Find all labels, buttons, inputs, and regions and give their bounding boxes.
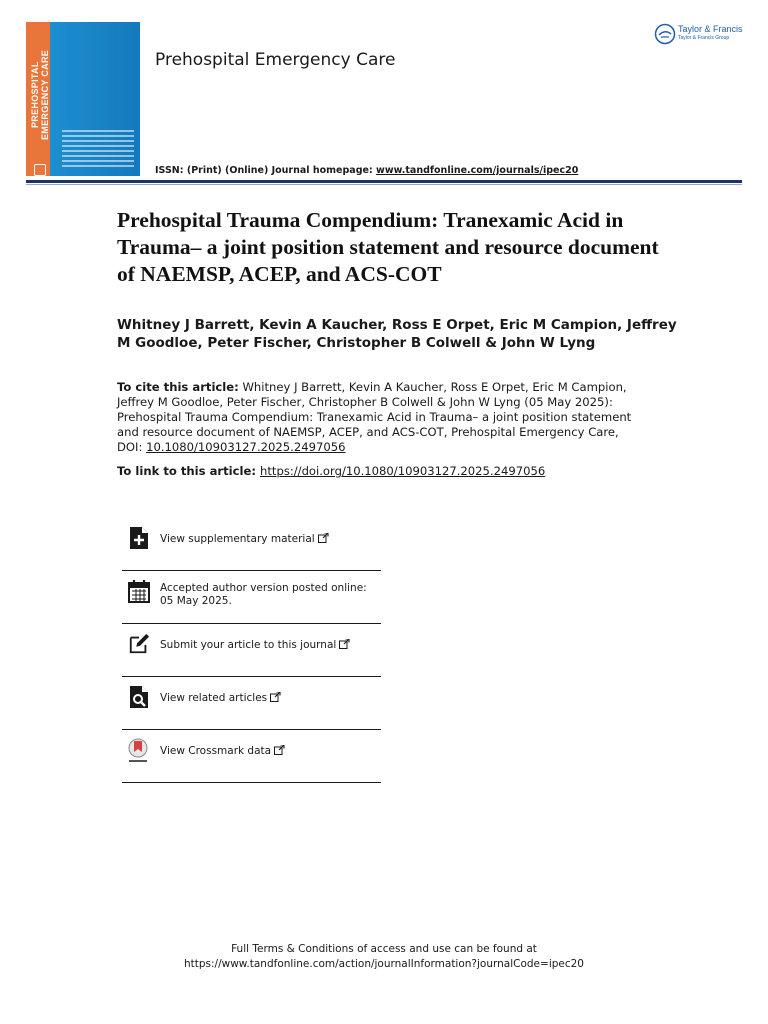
issn-label: ISSN: (Print) (Online) Journal homepage: bbox=[155, 165, 377, 176]
external-link-icon bbox=[274, 745, 285, 755]
edit-icon bbox=[128, 632, 150, 656]
issn-line bbox=[155, 165, 578, 176]
journal-cover-image bbox=[26, 22, 140, 176]
publisher-logo[interactable] bbox=[654, 22, 746, 46]
article-authors: Whitney J Barrett, Kevin A Kaucher, Ross E Orpet, Eric M Campion, Jeffrey M Goodloe, Peter Fischer, Christopher B Colwell & John W Lyng bbox=[117, 317, 677, 351]
crossmark-icon bbox=[126, 738, 150, 764]
external-link-icon bbox=[318, 533, 329, 543]
journal-homepage-link[interactable]: www.tandfonline.com/journals/ipec20 bbox=[376, 165, 579, 176]
article-title: Prehospital Trauma Compendium: Tranexamic Acid in Trauma– a joint position statement and resource document of NAEMSP, ACEP, and ACS-COT bbox=[117, 208, 659, 286]
footer-terms bbox=[0, 942, 768, 972]
cover-logo-icon bbox=[34, 164, 46, 176]
cover-title-line1: PREHOSPITAL bbox=[30, 61, 40, 129]
submit-article-row[interactable] bbox=[122, 624, 381, 677]
cover-title-line2: EMERGENCY CARE bbox=[40, 49, 50, 141]
external-link-icon bbox=[339, 639, 350, 649]
cover-title bbox=[30, 30, 50, 160]
view-supplementary-link[interactable] bbox=[160, 533, 378, 546]
crossmark-label: View Crossmark data bbox=[160, 745, 272, 757]
submit-article-link[interactable] bbox=[160, 639, 378, 652]
crossmark-row[interactable] bbox=[122, 730, 381, 783]
supplementary-icon bbox=[128, 526, 150, 550]
view-supplementary-row[interactable] bbox=[122, 518, 381, 570]
publisher-name: Taylor & Francis bbox=[678, 24, 743, 34]
link-label: To link to this article: bbox=[117, 464, 261, 478]
accepted-version-text: Accepted author version posted online: 05 May 2025. bbox=[160, 582, 367, 607]
calendar-icon bbox=[128, 579, 150, 603]
search-document-icon bbox=[128, 685, 150, 709]
citation-block bbox=[117, 380, 637, 455]
citation-text: Whitney J Barrett, Kevin A Kaucher, Ross E Orpet, Eric M Campion, Jeffrey M Goodloe, Peter Fischer, Christopher B Colwell & John W Lyng (05 May 2025): Prehospital Trauma Compendium: Tranexamic Acid in Trauma– a joint position statement and resource document of NAEMSP, ACEP, and ACS-COT, Prehospital Emergency Care, DOI: bbox=[117, 380, 632, 454]
submit-article-label: Submit your article to this journal bbox=[160, 639, 337, 651]
article-doi-link[interactable]: https://doi.org/10.1080/10903127.2025.2497056 bbox=[260, 464, 546, 478]
taylor-francis-logo-icon bbox=[654, 23, 676, 45]
footer-terms-link[interactable]: https://www.tandfonline.com/action/journalInformation?journalCode=ipec20 bbox=[183, 958, 584, 970]
header-divider-thin bbox=[26, 184, 742, 185]
related-articles-row[interactable] bbox=[122, 677, 381, 730]
article-actions-panel bbox=[122, 518, 381, 783]
view-supplementary-label: View supplementary material bbox=[160, 533, 315, 545]
citation-doi-link[interactable]: 10.1080/10903127.2025.2497056 bbox=[146, 440, 346, 454]
external-link-icon bbox=[270, 692, 281, 702]
citation-label: To cite this article: bbox=[117, 380, 239, 394]
related-articles-link[interactable] bbox=[160, 692, 378, 705]
journal-title: Prehospital Emergency Care bbox=[155, 50, 396, 70]
accepted-version-row bbox=[122, 571, 381, 624]
publisher-group: Taylor & Francis Group bbox=[678, 35, 730, 41]
crossmark-link[interactable] bbox=[160, 745, 378, 758]
footer-line1: Full Terms & Conditions of access and use can be found at bbox=[231, 943, 537, 955]
article-link-line bbox=[117, 464, 637, 479]
header-divider bbox=[26, 180, 742, 183]
cover-decoration bbox=[62, 130, 134, 170]
related-articles-label: View related articles bbox=[160, 692, 268, 704]
